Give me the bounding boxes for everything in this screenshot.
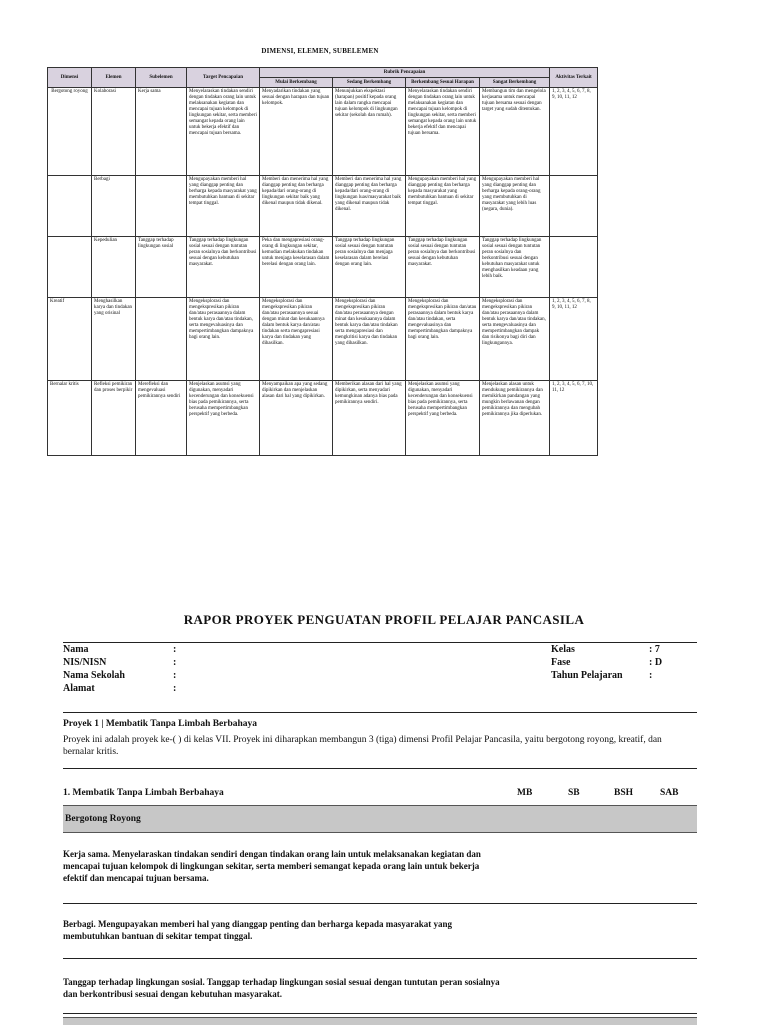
cell-aktivitas: 1, 2, 3, 4, 5, 6, 7, 10, 11, 12	[550, 381, 598, 456]
info-label-fase: Fase	[551, 657, 571, 668]
table-row	[48, 176, 598, 237]
description-text: Kerja sama. Menyelaraskan tindakan sendiri dengan tindakan orang lain untuk melaksanakan kegiatan dan mencapai tujuan kelompok di lingkungan sekitar, serta memberi semangat kepada orang lain untuk bekerja efektif dan mencapai tujuan bersama.	[63, 849, 481, 883]
description-item	[63, 918, 697, 959]
cell-mb: Menyadarikan tindakan yang sesuai dengan harapan dan tujuan kelompok.	[260, 88, 333, 176]
score-col-sb: SB	[568, 788, 580, 798]
cell-target: Menyelaraskan tindakan sendiri dengan tindakan orang lain untuk melaksanakan kegiatan dan mencapai tujuan kelompok di lingkungan sekitar, serta memberi semangat kepada orang lain untuk bekerja efektif dan mencapai tujuan bersama.	[187, 88, 260, 176]
rubric-table	[47, 67, 598, 456]
cell-sb: Mengeksplorasi dan mengekspresikan pikiran dan/atau perasaannya dengan minat dan kesukaannya dalam bentuk karya dan/atau tindakan serta mengapresiasi dan mengkritisi karya dan tindakan yang dihasilkan.	[333, 298, 406, 381]
cell-elemen: Kepedulian	[92, 237, 136, 298]
info-label-kelas: Kelas	[551, 644, 575, 655]
cell-subelemen	[136, 298, 187, 381]
info-value-kelas: : 7	[649, 644, 660, 655]
cell-subelemen: Tanggap terhadap lingkungan sosial	[136, 237, 187, 298]
info-label-sekolah: Nama Sekolah	[63, 670, 125, 681]
project-block	[63, 712, 697, 769]
info-label-nama: Nama	[63, 644, 89, 655]
cell-subelemen	[136, 176, 187, 237]
score-col-sab: SAB	[660, 788, 679, 798]
cell-mb: Mengeksplorasi dan mengekspresikan pikiran dan/atau perasaannya sesuai dengan minat dan kesukaannya dalam bentuk karya dan/atau tindakan serta mengapresiasi karya dan tindakan yang dihasilkan.	[260, 298, 333, 381]
header-elemen: Elemen	[92, 68, 136, 88]
info-row	[63, 682, 697, 695]
cell-dimensi: Kreatif	[48, 298, 92, 381]
project-title: Proyek 1 | Membatik Tanpa Limbah Berbahaya	[63, 719, 258, 729]
score-col-bsh: BSH	[614, 788, 634, 798]
student-info	[63, 642, 697, 695]
header-sb: Sedang Berkembang	[333, 78, 406, 88]
cell-target: Menjelaskan asumsi yang digunakan, menyadari kecenderungan dan konsekuensi bias pada pemikirannya, serta berusaha mempertimbangkan perspektif yang berbeda.	[187, 381, 260, 456]
info-label-alamat: Alamat	[63, 683, 95, 694]
cell-elemen: Menghasilkan karya dan tindakan yang orisinal	[92, 298, 136, 381]
description-text: Tanggap terhadap lingkungan sosial. Tanggap terhadap lingkungan sosial sesuai dengan tuntutan peran sosialnya dan berkontribusi sesuai dengan kebutuhan masyarakat.	[63, 977, 500, 999]
cell-aktivitas: 1, 2, 3, 4, 5, 6, 7, 8, 9, 10, 11, 12	[550, 88, 598, 176]
score-col-mb: MB	[517, 788, 533, 798]
header-bsh: Berkembang Sesuai Harapan	[406, 78, 480, 88]
cell-sab: Menjelaskan alasan untuk mendukung pemikirannya dan memikirkan pandangan yang mungkin berlawanan dengan pemikirannya dan mengubah pemikirannya jika diperlukan.	[480, 381, 550, 456]
cell-bsh: Tanggap terhadap lingkungan sosial sesuai dengan tuntutan peran sosialnya dan berkontribusi sesuai dengan kebutuhan masyarakat.	[406, 237, 480, 298]
cell-elemen: Berbagi	[92, 176, 136, 237]
cell-target: Mengupayakan memberi hal yang dianggap penting dan berharga kepada masyarakat yang membutuhkan bantuan di sekitar tempat tinggal.	[187, 176, 260, 237]
cell-aktivitas	[550, 176, 598, 237]
description-text: Berbagi. Mengupayakan memberi hal yang dianggap penting dan berharga kepada masyarakat yang membutuhkan bantuan di sekitar tempat tinggal.	[63, 919, 453, 941]
cell-bsh: Menjelaskan asumsi yang digunakan, menyadari kecenderungan dan konsekuensi bias pada pemikirannya, serta berusaha mempertimbangkan perspektif yang berbeda.	[406, 381, 480, 456]
header-aktivitas: Aktivitas Terkait	[550, 68, 598, 88]
cell-target: Mengeksplorasi dan mengekspresikan pikiran dan/atau perasaannya dalam bentuk karya dan/atau tindakan, serta mengevaluasinya dan mempertimbangkan dampaknya bagi orang lain.	[187, 298, 260, 381]
score-title: 1. Membatik Tanpa Limbah Berbahaya	[63, 788, 224, 798]
cell-sb: Menunjukkan ekspektasi (harapan) positif kepada orang lain dalam rangka mencapai tujuan kelompok di lingkungan sekitar (sekolah dan rumah).	[333, 88, 406, 176]
table-row	[48, 88, 598, 176]
header-subelemen: Subelemen	[136, 68, 187, 88]
cell-bsh: Menyelaraskan tindakan sendiri dengan tindakan orang lain untuk melaksanakan kegiatan dan mencapai tujuan kelompok di lingkungan sekitar, serta memberi semangat kepada orang lain untuk bekerja efektif dan mencapai tujuan bersama.	[406, 88, 480, 176]
info-row	[63, 669, 697, 682]
cell-elemen: Refleksi pemikiran dan proses berpikir	[92, 381, 136, 456]
cell-sb: Tanggap terhadap lingkungan sosial sesuai dengan tuntutan peran sosialnya dan menjaga keselarasan dalam berelasi dengan orang lain.	[333, 237, 406, 298]
cell-sab: Membangun tim dan mengelola kerjasama untuk mencapai tujuan bersama sesuai dengan target yang sudah ditentukan.	[480, 88, 550, 176]
cell-sb: Memberi dan menerima hal yang dianggap penting dan berharga kepada/dari orang-orang di lingkungan luas/masyarakat baik yang dikenal maupun tidak dikenal.	[333, 176, 406, 237]
rubric-title: DIMENSI, ELEMEN, SUBELEMEN	[261, 47, 379, 55]
group-header-gotong-royong: Bergotong Royong	[63, 805, 697, 833]
cell-sab: Mengeksplorasi dan mengekspresikan pikiran dan/atau perasaannya dalam bentuk karya dan/atau tindakan, serta mengevaluasinya dan mempertimbangkan dampak dan risikonya bagi diri dan lingkungannya.	[480, 298, 550, 381]
table-row	[48, 237, 598, 298]
cell-target: Tanggap terhadap lingkungan sosial sesuai dengan tuntutan peran sosialnya dan berkontribusi sesuai dengan kebutuhan masyarakat.	[187, 237, 260, 298]
cell-dimensi	[48, 176, 92, 237]
cell-sab: Mengupayakan memberi hal yang dianggap penting dan berharga kepada orang-orang yang membutuhkan di masyarakat yang lebih luas (negara, dunia).	[480, 176, 550, 237]
info-colon: :	[173, 657, 177, 668]
rubric-header-row-1	[48, 68, 598, 78]
info-row	[63, 643, 697, 656]
description-item	[63, 976, 697, 1014]
cell-aktivitas	[550, 237, 598, 298]
cell-bsh: Mengupayakan memberi hal yang dianggap penting dan berharga kepada masyarakat yang membutuhkan bantuan di sekitar tempat tinggal.	[406, 176, 480, 237]
info-label-nis: NIS/NISN	[63, 657, 107, 668]
cell-subelemen: Kerja sama	[136, 88, 187, 176]
info-colon: :	[173, 683, 177, 694]
header-sab: Sangat Berkembang	[480, 78, 550, 88]
header-rubrik: Rubrik Pencapaian	[260, 68, 550, 78]
header-mb: Mulai Berkembang	[260, 78, 333, 88]
description-item	[63, 848, 697, 904]
info-row	[63, 656, 697, 669]
cell-mb: Peka dan mengapresiasi orang-orang di lingkungan sekitar, kemudian melakukan tindakan untuk menjaga keselarasan dalam berelasi dengan orang lain.	[260, 237, 333, 298]
cell-subelemen: Merefleksi dan mengevaluasi pemikirannya sendiri	[136, 381, 187, 456]
cell-mb: Memberi dan menerima hal yang dianggap penting dan berharga kepada/dari orang-orang di lingkungan sekitar baik yang dikenal maupun tidak dikenal.	[260, 176, 333, 237]
cell-elemen: Kolaborasi	[92, 88, 136, 176]
cell-dimensi: Bergotong royong	[48, 88, 92, 176]
info-colon: :	[173, 644, 177, 655]
info-colon: :	[173, 670, 177, 681]
cell-bsh: Mengeksplorasi dan mengekspresikan pikiran dan/atau perasaannya dalam bentuk karya dan/atau tindakan, serta mengevaluasinya dan mempertimbangkan dampaknya bagi orang lain.	[406, 298, 480, 381]
info-value-fase: : D	[649, 657, 663, 668]
header-dimensi: Dimensi	[48, 68, 92, 88]
info-label-tahun: Tahun Pelajaran	[551, 670, 623, 681]
table-row	[48, 381, 598, 456]
cell-sab: Tanggap terhadap lingkungan sosial sesuai dengan tuntutan peran sosialnya dan berkontribusi sesuai dengan kebutuhan masyarakat untuk menghasilkan keadaan yang lebih baik.	[480, 237, 550, 298]
cell-sb: Memberikan alasan dari hal yang dipikirkan, serta menyadari kemungkinan adanya bias pada pemikirannya sendiri.	[333, 381, 406, 456]
cell-aktivitas: 1, 2, 3, 4, 5, 6, 7, 8, 9, 10, 11, 12	[550, 298, 598, 381]
header-target: Target Pencapaian	[187, 68, 260, 88]
project-description: Proyek ini adalah proyek ke-( ) di kelas VII. Proyek ini diharapkan membangun 3 (tiga) dimensi Profil Pelajar Pancasila, yaitu bergotong royong, kreatif, dan bernalar kritis.	[63, 735, 662, 757]
info-value-tahun: :	[649, 670, 653, 681]
score-header	[63, 782, 697, 804]
cell-dimensi	[48, 237, 92, 298]
table-row	[48, 298, 598, 381]
cell-mb: Menyampaikan apa yang sedang dipikirkan dan menjelaskan alasan dari hal yang dipikirkan.	[260, 381, 333, 456]
cell-dimensi: Bernalar kritis	[48, 381, 92, 456]
rapor-title: RAPOR PROYEK PENGUATAN PROFIL PELAJAR PANCASILA	[183, 612, 585, 627]
